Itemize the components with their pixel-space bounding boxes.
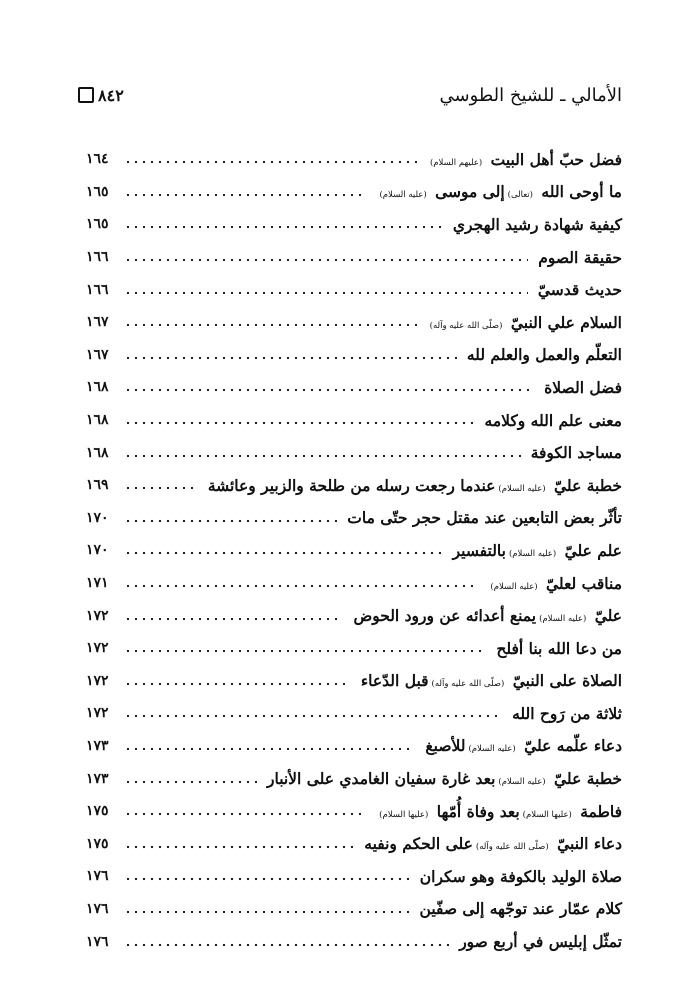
entry-page-number: ١٧٥ <box>86 803 109 820</box>
entry-title <box>453 215 622 234</box>
honorific: (صلّى الله عليه وآله) <box>429 320 503 331</box>
dot-leader <box>124 258 528 262</box>
title-text: معنى علم الله وكلامه <box>484 410 622 430</box>
toc-entry <box>86 599 622 632</box>
title-text: التعلّم والعمل والعلم لله <box>466 345 622 365</box>
entry-title <box>487 574 622 593</box>
title-text: مساجد الكوفة <box>530 443 622 463</box>
entry-title <box>467 345 622 364</box>
honorific: (صلّى الله عليه وآله) <box>475 842 549 853</box>
entry-title <box>420 867 622 886</box>
title-text: دعاء علّمه عليّ <box>524 736 622 756</box>
table-of-contents <box>86 143 622 958</box>
honorific: (عليها السلام) <box>379 809 429 820</box>
entry-page-number: ١٦٨ <box>86 444 109 461</box>
entry-page-number: ١٧٠ <box>86 509 109 526</box>
title-text: بالتفسير <box>452 540 506 560</box>
page-number <box>78 86 124 105</box>
dot-leader <box>124 551 443 555</box>
entry-page-number: ١٦٦ <box>86 281 109 298</box>
honorific: (تعالى) <box>507 190 533 201</box>
entry-title <box>347 508 622 527</box>
toc-entry <box>86 893 622 926</box>
entry-page-number: ١٦٧ <box>86 314 109 331</box>
title-text: تمثّل إبليس في أربع صور <box>459 932 622 952</box>
entry-title <box>361 671 622 690</box>
dot-leader <box>124 454 521 458</box>
entry-page-number: ١٧٢ <box>86 705 109 722</box>
dot-leader <box>124 356 457 360</box>
dot-leader <box>124 812 366 816</box>
entry-page-number: ١٦٨ <box>86 379 109 396</box>
toc-entry <box>86 339 622 372</box>
title-text: عليّ <box>594 606 622 626</box>
toc-entry <box>86 469 622 502</box>
toc-entry <box>86 404 622 437</box>
title-text: من دعا الله بنا أفلح <box>496 638 622 658</box>
toc-entry <box>86 306 622 339</box>
title-text: يمنع أعدائه عن ورود الحوض <box>353 606 537 626</box>
entry-page-number: ١٧١ <box>86 575 109 592</box>
dot-leader <box>124 780 257 784</box>
entry-title <box>376 182 622 201</box>
entry-title <box>427 313 622 332</box>
dot-leader <box>124 682 351 686</box>
title-text: فضل الصلاة <box>544 377 622 397</box>
title-text: علم عليّ <box>564 540 622 560</box>
toc-entry <box>86 143 622 176</box>
dot-leader <box>124 910 410 914</box>
honorific: (عليه السلام) <box>539 614 587 625</box>
page-number-text: ٨٤٢ <box>98 85 124 105</box>
dot-leader <box>124 519 337 523</box>
entry-page-number: ١٦٤ <box>86 151 109 168</box>
page-header <box>78 80 622 110</box>
title-text: بعد غارة سفيان الغامدي على الأنبار <box>266 769 496 789</box>
title-text: خطبة عليّ <box>554 475 622 495</box>
entry-title <box>267 769 622 788</box>
toc-entry <box>86 371 622 404</box>
toc-entry <box>86 632 622 665</box>
dot-leader <box>124 877 410 881</box>
dot-leader <box>124 617 343 621</box>
toc-entry <box>86 436 622 469</box>
entry-page-number: ١٧٣ <box>86 770 109 787</box>
square-ornament-icon <box>78 87 94 103</box>
entry-title <box>420 899 622 918</box>
dot-leader <box>124 714 502 718</box>
toc-entry <box>86 502 622 535</box>
entry-page-number: ١٧٢ <box>86 607 109 624</box>
toc-entry <box>86 697 622 730</box>
entry-page-number: ١٧٣ <box>86 737 109 754</box>
dot-leader <box>124 747 415 751</box>
entry-page-number: ١٧٥ <box>86 835 109 852</box>
dot-leader <box>124 193 366 197</box>
title-text: عندما رجعت رسله من طلحة والزبير وعائشة <box>207 475 496 495</box>
title-text: دعاء النبيّ <box>557 834 622 854</box>
dot-leader <box>124 388 534 392</box>
honorific: (عليها السلام) <box>522 809 572 820</box>
entry-page-number: ١٧٢ <box>86 672 109 689</box>
entry-page-number: ١٦٧ <box>86 346 109 363</box>
entry-title <box>496 639 622 658</box>
title-text: قبل الدّعاء <box>360 671 429 691</box>
entry-title <box>453 541 622 560</box>
entry-title <box>459 932 622 951</box>
entry-page-number: ١٦٨ <box>86 412 109 429</box>
dot-leader <box>124 584 477 588</box>
title-text: على الحكم ونفيه <box>364 834 473 854</box>
entry-title <box>364 834 622 853</box>
toc-entry <box>86 762 622 795</box>
entry-page-number: ١٧٦ <box>86 900 109 917</box>
toc-entry <box>86 795 622 828</box>
dot-leader <box>124 845 354 849</box>
entry-title <box>427 150 622 169</box>
toc-entry <box>86 208 622 241</box>
running-title: الأمالي ـ للشيخ الطوسي <box>439 84 622 106</box>
title-text: السلام علي النبيّ <box>510 312 622 332</box>
toc-entry <box>86 241 622 274</box>
dot-leader <box>124 160 417 164</box>
entry-title <box>353 606 622 625</box>
toc-entry <box>86 665 622 698</box>
toc-entry <box>86 730 622 763</box>
honorific: (عليه السلام) <box>498 483 546 494</box>
entry-title <box>208 476 622 495</box>
toc-entry <box>86 176 622 209</box>
title-text: حديث قدسيّ <box>537 280 622 300</box>
entry-title <box>538 248 622 267</box>
dot-leader <box>124 323 417 327</box>
honorific: (عليه السلام) <box>498 777 546 788</box>
entry-page-number: ١٦٥ <box>86 216 109 233</box>
title-text: حقيقة الصوم <box>538 247 622 267</box>
honorific: (عليه السلام) <box>490 581 538 592</box>
toc-entry <box>86 273 622 306</box>
entry-page-number: ١٧٦ <box>86 933 109 950</box>
entry-title <box>376 802 622 821</box>
entry-page-number: ١٧٦ <box>86 868 109 885</box>
entry-title <box>531 443 622 462</box>
entry-title <box>425 736 622 755</box>
dot-leader <box>124 486 198 490</box>
title-text: فضل حبّ أهل البيت <box>490 149 622 169</box>
dot-leader <box>124 943 449 947</box>
entry-page-number: ١٧٠ <box>86 542 109 559</box>
title-text: خطبة عليّ <box>554 769 622 789</box>
honorific: (عليه السلام) <box>508 548 557 559</box>
entry-title <box>485 411 622 430</box>
dot-leader <box>124 649 486 653</box>
entry-page-number: ١٧٢ <box>86 640 109 657</box>
honorific: (صلّى الله عليه وآله) <box>431 679 505 690</box>
honorific: (عليه السلام) <box>379 190 427 201</box>
entry-page-number: ١٦٩ <box>86 477 109 494</box>
dot-leader <box>124 225 443 229</box>
title-text: كلام عمّار عند توجّهه إلى صفّين <box>419 899 622 919</box>
honorific: (عليه السلام) <box>468 744 516 755</box>
toc-entry <box>86 860 622 893</box>
title-text: ثلاثة من رَوح الله <box>512 703 622 723</box>
entry-page-number: ١٦٥ <box>86 183 109 200</box>
dot-leader <box>124 291 528 295</box>
title-text: بعد وفاة أُمّها <box>436 801 520 821</box>
title-text: الصلاة على النبيّ <box>512 671 622 691</box>
toc-entry <box>86 567 622 600</box>
entry-title <box>512 704 622 723</box>
toc-entry <box>86 827 622 860</box>
title-text: صلاة الوليد بالكوفة وهو سكران <box>419 866 622 886</box>
entry-page-number: ١٦٦ <box>86 249 109 266</box>
title-text: مناقب لعليّ <box>546 573 622 593</box>
title-text: تأثّر بعض التابعين عند مقتل حجر حتّى مات <box>347 508 622 528</box>
title-text: للأصبغ <box>425 736 466 756</box>
toc-entry <box>86 925 622 958</box>
title-text: فاطمة <box>580 801 622 821</box>
title-text: إلى موسى <box>435 182 505 202</box>
entry-title <box>544 378 622 397</box>
honorific: (عليهم السلام) <box>429 157 483 168</box>
title-text: كيفية شهادة رشيد الهجري <box>452 214 622 234</box>
entry-title <box>538 280 622 299</box>
title-text: ما أوحى الله <box>541 182 622 202</box>
toc-entry <box>86 534 622 567</box>
dot-leader <box>124 421 475 425</box>
